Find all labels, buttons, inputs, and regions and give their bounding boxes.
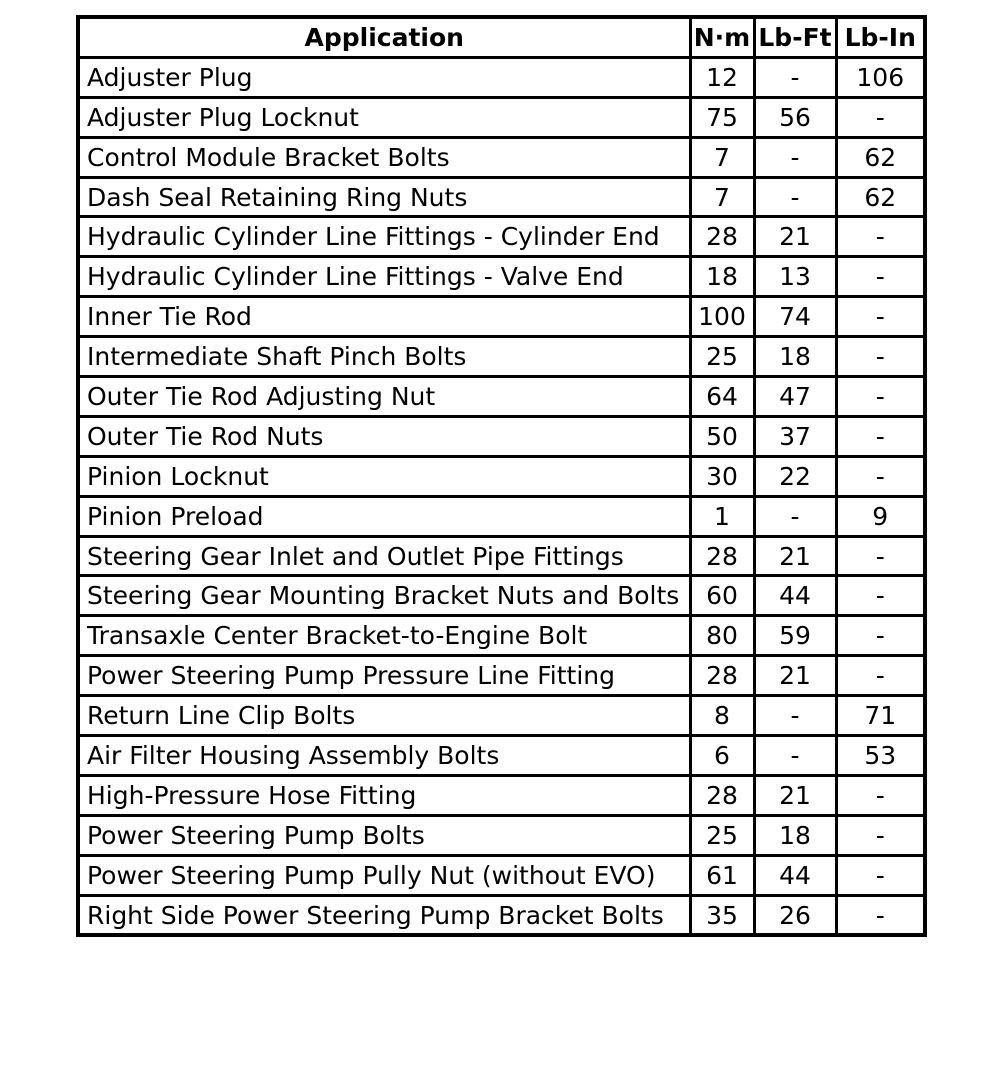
lbin-value-cell: - [836, 895, 925, 935]
lbft-value-cell: 26 [754, 895, 836, 935]
application-cell: Hydraulic Cylinder Line Fittings - Cylinder End [78, 217, 690, 257]
application-cell: Pinion Preload [78, 496, 690, 536]
lbft-value-cell: 18 [754, 815, 836, 855]
lbin-value-cell: 71 [836, 696, 925, 736]
table-row [78, 297, 925, 337]
nm-value-cell: 75 [690, 97, 754, 137]
table-row [78, 416, 925, 456]
lbin-value-cell: - [836, 536, 925, 576]
nm-value-cell: 60 [690, 576, 754, 616]
lbft-value-cell: - [754, 496, 836, 536]
column-header-nm: N·m [690, 17, 754, 57]
lbin-value-cell: 62 [836, 177, 925, 217]
application-cell: Power Steering Pump Pressure Line Fitting [78, 656, 690, 696]
table-row [78, 456, 925, 496]
table-body [78, 57, 925, 935]
application-cell: Inner Tie Rod [78, 297, 690, 337]
application-cell: Power Steering Pump Pully Nut (without EVO) [78, 855, 690, 895]
table-row [78, 217, 925, 257]
table-row [78, 257, 925, 297]
table-header [78, 17, 925, 57]
table-row [78, 536, 925, 576]
table-row [78, 815, 925, 855]
lbin-value-cell: - [836, 616, 925, 656]
nm-value-cell: 61 [690, 855, 754, 895]
application-cell: Steering Gear Inlet and Outlet Pipe Fittings [78, 536, 690, 576]
lbin-value-cell: - [836, 377, 925, 417]
application-cell: Right Side Power Steering Pump Bracket Bolts [78, 895, 690, 935]
nm-value-cell: 25 [690, 815, 754, 855]
nm-value-cell: 80 [690, 616, 754, 656]
lbin-value-cell: - [836, 855, 925, 895]
lbin-value-cell: - [836, 416, 925, 456]
lbin-value-cell: - [836, 656, 925, 696]
nm-value-cell: 1 [690, 496, 754, 536]
lbin-value-cell: - [836, 297, 925, 337]
lbft-value-cell: 47 [754, 377, 836, 417]
nm-value-cell: 50 [690, 416, 754, 456]
lbft-value-cell: 44 [754, 855, 836, 895]
nm-value-cell: 6 [690, 736, 754, 776]
lbin-value-cell: - [836, 337, 925, 377]
lbft-value-cell: 21 [754, 536, 836, 576]
application-cell: Control Module Bracket Bolts [78, 137, 690, 177]
column-header-lbft: Lb-Ft [754, 17, 836, 57]
application-cell: High-Pressure Hose Fitting [78, 775, 690, 815]
lbft-value-cell: 21 [754, 656, 836, 696]
lbft-value-cell: - [754, 736, 836, 776]
nm-value-cell: 25 [690, 337, 754, 377]
application-cell: Outer Tie Rod Nuts [78, 416, 690, 456]
column-header-application: Application [78, 17, 690, 57]
nm-value-cell: 28 [690, 775, 754, 815]
application-cell: Adjuster Plug [78, 57, 690, 97]
application-cell: Transaxle Center Bracket-to-Engine Bolt [78, 616, 690, 656]
lbft-value-cell: 37 [754, 416, 836, 456]
application-cell: Steering Gear Mounting Bracket Nuts and Bolts [78, 576, 690, 616]
table-row [78, 177, 925, 217]
lbft-value-cell: - [754, 696, 836, 736]
lbft-value-cell: 56 [754, 97, 836, 137]
application-cell: Outer Tie Rod Adjusting Nut [78, 377, 690, 417]
lbft-value-cell: 59 [754, 616, 836, 656]
lbin-value-cell: 53 [836, 736, 925, 776]
lbft-value-cell: 13 [754, 257, 836, 297]
application-cell: Hydraulic Cylinder Line Fittings - Valve End [78, 257, 690, 297]
application-cell: Power Steering Pump Bolts [78, 815, 690, 855]
table-row [78, 137, 925, 177]
application-cell: Dash Seal Retaining Ring Nuts [78, 177, 690, 217]
nm-value-cell: 12 [690, 57, 754, 97]
table-row [78, 656, 925, 696]
lbin-value-cell: 9 [836, 496, 925, 536]
table-row [78, 337, 925, 377]
lbin-value-cell: - [836, 217, 925, 257]
torque-specification-table [76, 15, 927, 937]
lbft-value-cell: - [754, 137, 836, 177]
nm-value-cell: 18 [690, 257, 754, 297]
application-cell: Intermediate Shaft Pinch Bolts [78, 337, 690, 377]
table-row [78, 895, 925, 935]
nm-value-cell: 8 [690, 696, 754, 736]
table-row [78, 496, 925, 536]
application-cell: Return Line Clip Bolts [78, 696, 690, 736]
lbft-value-cell: 22 [754, 456, 836, 496]
table-row [78, 775, 925, 815]
lbft-value-cell: - [754, 177, 836, 217]
lbin-value-cell: - [836, 456, 925, 496]
nm-value-cell: 100 [690, 297, 754, 337]
lbft-value-cell: 21 [754, 217, 836, 257]
table-row [78, 696, 925, 736]
table-row [78, 57, 925, 97]
lbft-value-cell: 18 [754, 337, 836, 377]
lbin-value-cell: - [836, 815, 925, 855]
nm-value-cell: 28 [690, 217, 754, 257]
table-row [78, 576, 925, 616]
nm-value-cell: 28 [690, 536, 754, 576]
nm-value-cell: 28 [690, 656, 754, 696]
nm-value-cell: 7 [690, 177, 754, 217]
lbft-value-cell: 21 [754, 775, 836, 815]
table-row [78, 97, 925, 137]
column-header-lbin: Lb-In [836, 17, 925, 57]
lbin-value-cell: 62 [836, 137, 925, 177]
header-row [78, 17, 925, 57]
application-cell: Air Filter Housing Assembly Bolts [78, 736, 690, 776]
table-row [78, 736, 925, 776]
table-row [78, 616, 925, 656]
lbft-value-cell: - [754, 57, 836, 97]
nm-value-cell: 30 [690, 456, 754, 496]
lbin-value-cell: - [836, 775, 925, 815]
table-row [78, 377, 925, 417]
application-cell: Pinion Locknut [78, 456, 690, 496]
lbin-value-cell: 106 [836, 57, 925, 97]
nm-value-cell: 7 [690, 137, 754, 177]
lbin-value-cell: - [836, 97, 925, 137]
nm-value-cell: 35 [690, 895, 754, 935]
lbin-value-cell: - [836, 576, 925, 616]
lbft-value-cell: 74 [754, 297, 836, 337]
lbin-value-cell: - [836, 257, 925, 297]
lbft-value-cell: 44 [754, 576, 836, 616]
table-row [78, 855, 925, 895]
application-cell: Adjuster Plug Locknut [78, 97, 690, 137]
nm-value-cell: 64 [690, 377, 754, 417]
